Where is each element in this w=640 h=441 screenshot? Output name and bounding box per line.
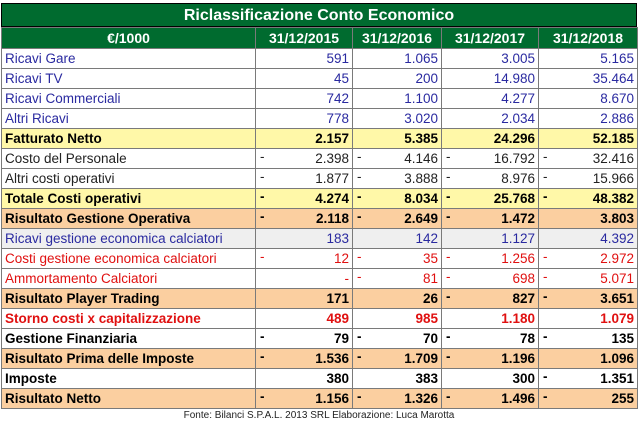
value-cell: [442, 89, 539, 109]
value-cell: [539, 369, 638, 389]
value-cell: [256, 149, 353, 169]
value-cell: [353, 229, 442, 249]
table-row: [2, 149, 638, 169]
table-row: [2, 329, 638, 349]
cell-value: 1.127: [501, 231, 535, 246]
negative-sign: -: [446, 289, 451, 304]
cell-value: 1.079: [600, 311, 634, 326]
cell-value: 142: [415, 231, 438, 246]
value-cell: [256, 129, 353, 149]
value-cell: [256, 209, 353, 229]
value-cell: [539, 49, 638, 69]
cell-value: 32.416: [592, 151, 634, 166]
value-cell: [539, 229, 638, 249]
negative-sign: -: [543, 169, 548, 184]
value-cell: [256, 89, 353, 109]
cell-value: 26: [422, 291, 438, 306]
negative-sign: -: [543, 369, 548, 384]
row-label: Ricavi gestione economica calciatori: [2, 229, 256, 249]
cell-value: 1.351: [600, 371, 634, 386]
cell-value: 16.792: [493, 151, 535, 166]
cell-value: 24.296: [493, 131, 535, 146]
cell-value: 3.651: [600, 291, 634, 306]
cell-value: 8.034: [404, 191, 438, 206]
value-cell: [256, 369, 353, 389]
negative-sign: -: [260, 209, 265, 224]
value-cell: [256, 189, 353, 209]
cell-value: 1.256: [501, 251, 535, 266]
year-header: 31/12/2016: [353, 28, 442, 49]
value-cell: [353, 289, 442, 309]
negative-sign: -: [446, 149, 451, 164]
value-cell: [539, 309, 638, 329]
cell-value: 81: [422, 271, 438, 286]
negative-sign: -: [543, 269, 548, 284]
value-cell: [353, 69, 442, 89]
negative-sign: -: [260, 389, 265, 404]
cell-value: 8.670: [600, 91, 634, 106]
table-row: [2, 389, 638, 409]
unit-header: €/1000: [2, 28, 256, 49]
negative-sign: -: [357, 389, 362, 404]
negative-sign: -: [446, 169, 451, 184]
negative-sign: -: [357, 269, 362, 284]
negative-sign: -: [357, 169, 362, 184]
cell-value: 255: [611, 391, 634, 406]
value-cell: [442, 49, 539, 69]
row-label: Ricavi TV: [2, 69, 256, 89]
negative-sign: -: [543, 389, 548, 404]
cell-value: 4.277: [501, 91, 535, 106]
value-cell: [442, 229, 539, 249]
year-header: 31/12/2015: [256, 28, 353, 49]
value-cell: [539, 189, 638, 209]
value-cell: [539, 209, 638, 229]
value-cell: [539, 389, 638, 409]
row-label: Ricavi Commerciali: [2, 89, 256, 109]
cell-value: 15.966: [592, 171, 634, 186]
cell-value: 52.185: [592, 131, 634, 146]
table-row: [2, 289, 638, 309]
cell-value: 383: [415, 371, 438, 386]
row-label: Altri Ricavi: [2, 109, 256, 129]
value-cell: [442, 249, 539, 269]
data-table: [1, 27, 638, 409]
negative-sign: -: [446, 209, 451, 224]
value-cell: [442, 329, 539, 349]
table-row: [2, 349, 638, 369]
value-cell: [353, 209, 442, 229]
year-header: 31/12/2017: [442, 28, 539, 49]
cell-value: 35: [422, 251, 438, 266]
cell-value: 3.888: [404, 171, 438, 186]
value-cell: [442, 109, 539, 129]
row-label: Ricavi Gare: [2, 49, 256, 69]
row-label: Risultato Netto: [2, 389, 256, 409]
value-cell: [442, 149, 539, 169]
table-row: [2, 69, 638, 89]
value-cell: [539, 149, 638, 169]
table-row: [2, 49, 638, 69]
value-cell: [353, 329, 442, 349]
value-cell: [256, 269, 353, 289]
value-cell: [539, 69, 638, 89]
value-cell: [256, 109, 353, 129]
cell-value: 778: [326, 111, 349, 126]
value-cell: [256, 229, 353, 249]
value-cell: [442, 349, 539, 369]
negative-sign: -: [260, 349, 265, 364]
negative-sign: -: [357, 249, 362, 264]
table-row: [2, 369, 638, 389]
cell-value: 3.005: [501, 51, 535, 66]
cell-value: 200: [415, 71, 438, 86]
cell-value: 591: [326, 51, 349, 66]
value-cell: [353, 369, 442, 389]
value-cell: [442, 389, 539, 409]
negative-sign: -: [446, 389, 451, 404]
negative-sign: -: [357, 329, 362, 344]
cell-value: 2.157: [315, 131, 349, 146]
table-row: [2, 189, 638, 209]
table-row: [2, 169, 638, 189]
table-row: [2, 129, 638, 149]
value-cell: [353, 129, 442, 149]
cell-value: 2.649: [404, 211, 438, 226]
value-cell: [256, 389, 353, 409]
negative-sign: -: [446, 249, 451, 264]
year-header: 31/12/2018: [539, 28, 638, 49]
cell-value: 4.146: [404, 151, 438, 166]
negative-sign: -: [357, 149, 362, 164]
value-cell: [442, 69, 539, 89]
income-statement: [1, 3, 637, 422]
value-cell: [353, 249, 442, 269]
cell-value: 8.976: [501, 171, 535, 186]
cell-value: 2.118: [315, 211, 349, 226]
negative-sign: -: [446, 349, 451, 364]
value-cell: [442, 169, 539, 189]
cell-value: 742: [326, 91, 349, 106]
source-footer: Fonte: Bilanci S.P.A.L. 2013 SRL Elaborazione: Luca Marotta: [183, 410, 455, 421]
value-cell: [442, 369, 539, 389]
cell-value: 1.096: [600, 351, 634, 366]
cell-value: 1.180: [501, 311, 535, 326]
negative-sign: -: [357, 189, 362, 204]
value-cell: [539, 269, 638, 289]
cell-value: 1.472: [501, 211, 535, 226]
cell-value: 183: [326, 231, 349, 246]
header-row: [2, 28, 638, 49]
negative-sign: -: [543, 289, 548, 304]
cell-value: 2.034: [501, 111, 535, 126]
row-label: Storno costi x capitalizzazione: [2, 309, 256, 329]
value-cell: [539, 249, 638, 269]
cell-value: 48.382: [592, 191, 634, 206]
negative-sign: -: [260, 169, 265, 184]
value-cell: [539, 349, 638, 369]
value-cell: [442, 129, 539, 149]
cell-value: 5.385: [404, 131, 438, 146]
table-row: [2, 249, 638, 269]
cell-value: 698: [512, 271, 535, 286]
value-cell: [353, 189, 442, 209]
value-cell: [353, 89, 442, 109]
negative-sign: -: [543, 329, 548, 344]
row-label: Gestione Finanziaria: [2, 329, 256, 349]
value-cell: [256, 249, 353, 269]
value-cell: [539, 89, 638, 109]
cell-value: 827: [512, 291, 535, 306]
cell-value: 2.972: [600, 251, 634, 266]
value-cell: [442, 269, 539, 289]
negative-sign: -: [543, 149, 548, 164]
cell-value: 79: [333, 331, 349, 346]
table-row: [2, 229, 638, 249]
negative-sign: -: [543, 189, 548, 204]
value-cell: [353, 309, 442, 329]
cell-value: 1.100: [404, 91, 438, 106]
value-cell: [256, 349, 353, 369]
cell-value: 3.020: [404, 111, 438, 126]
value-cell: [539, 129, 638, 149]
cell-value: 14.980: [493, 71, 535, 86]
value-cell: [256, 69, 353, 89]
cell-value: 171: [326, 291, 349, 306]
cell-value: 1.196: [501, 351, 535, 366]
cell-value: 12: [333, 251, 349, 266]
value-cell: [353, 109, 442, 129]
table-row: [2, 209, 638, 229]
row-label: Risultato Gestione Operativa: [2, 209, 256, 229]
row-label: Altri costi operativi: [2, 169, 256, 189]
cell-value: 2.398: [315, 151, 349, 166]
cell-value: 5.165: [600, 51, 634, 66]
cell-value: 45: [333, 71, 349, 86]
row-label: Risultato Player Trading: [2, 289, 256, 309]
row-label: Fatturato Netto: [2, 129, 256, 149]
row-label: Totale Costi operativi: [2, 189, 256, 209]
value-cell: [353, 349, 442, 369]
cell-value: 300: [512, 371, 535, 386]
row-label: Costo del Personale: [2, 149, 256, 169]
cell-value: 78: [519, 331, 535, 346]
cell-value: 35.464: [592, 71, 634, 86]
cell-value: 25.768: [493, 191, 535, 206]
cell-value: 1.877: [315, 171, 349, 186]
value-cell: [442, 209, 539, 229]
cell-value: 5.071: [600, 271, 634, 286]
cell-value: 4.392: [600, 231, 634, 246]
table-row: [2, 269, 638, 289]
value-cell: [539, 109, 638, 129]
value-cell: [256, 309, 353, 329]
cell-value: 1.156: [315, 391, 349, 406]
value-cell: [256, 49, 353, 69]
cell-value: 4.274: [315, 191, 349, 206]
table-row: [2, 89, 638, 109]
negative-sign: -: [543, 249, 548, 264]
value-cell: [256, 289, 353, 309]
cell-value: 1.709: [404, 351, 438, 366]
row-label: Risultato Prima delle Imposte: [2, 349, 256, 369]
negative-sign: -: [260, 189, 265, 204]
cell-value: 489: [326, 311, 349, 326]
negative-sign: -: [260, 329, 265, 344]
cell-value: -: [344, 271, 349, 286]
value-cell: [353, 269, 442, 289]
cell-value: 2.886: [600, 111, 634, 126]
value-cell: [442, 189, 539, 209]
table-row: [2, 109, 638, 129]
cell-value: 3.803: [600, 211, 634, 226]
cell-value: 1.326: [404, 391, 438, 406]
value-cell: [539, 169, 638, 189]
negative-sign: -: [260, 249, 265, 264]
negative-sign: -: [357, 349, 362, 364]
value-cell: [539, 289, 638, 309]
cell-value: 1.496: [501, 391, 535, 406]
value-cell: [442, 289, 539, 309]
cell-value: 380: [326, 371, 349, 386]
negative-sign: -: [260, 149, 265, 164]
value-cell: [353, 49, 442, 69]
negative-sign: -: [357, 209, 362, 224]
cell-value: 135: [611, 331, 634, 346]
value-cell: [256, 169, 353, 189]
negative-sign: -: [446, 269, 451, 284]
row-label: Costi gestione economica calciatori: [2, 249, 256, 269]
cell-value: 985: [415, 311, 438, 326]
negative-sign: -: [446, 329, 451, 344]
cell-value: 70: [422, 331, 438, 346]
value-cell: [353, 169, 442, 189]
value-cell: [353, 149, 442, 169]
row-label: Imposte: [2, 369, 256, 389]
value-cell: [353, 389, 442, 409]
value-cell: [256, 329, 353, 349]
table-row: [2, 309, 638, 329]
value-cell: [442, 309, 539, 329]
table-title: Riclassificazione Conto Economico: [1, 3, 637, 27]
value-cell: [539, 329, 638, 349]
cell-value: 1.536: [315, 351, 349, 366]
cell-value: 1.065: [404, 51, 438, 66]
row-label: Ammortamento Calciatori: [2, 269, 256, 289]
negative-sign: -: [446, 189, 451, 204]
